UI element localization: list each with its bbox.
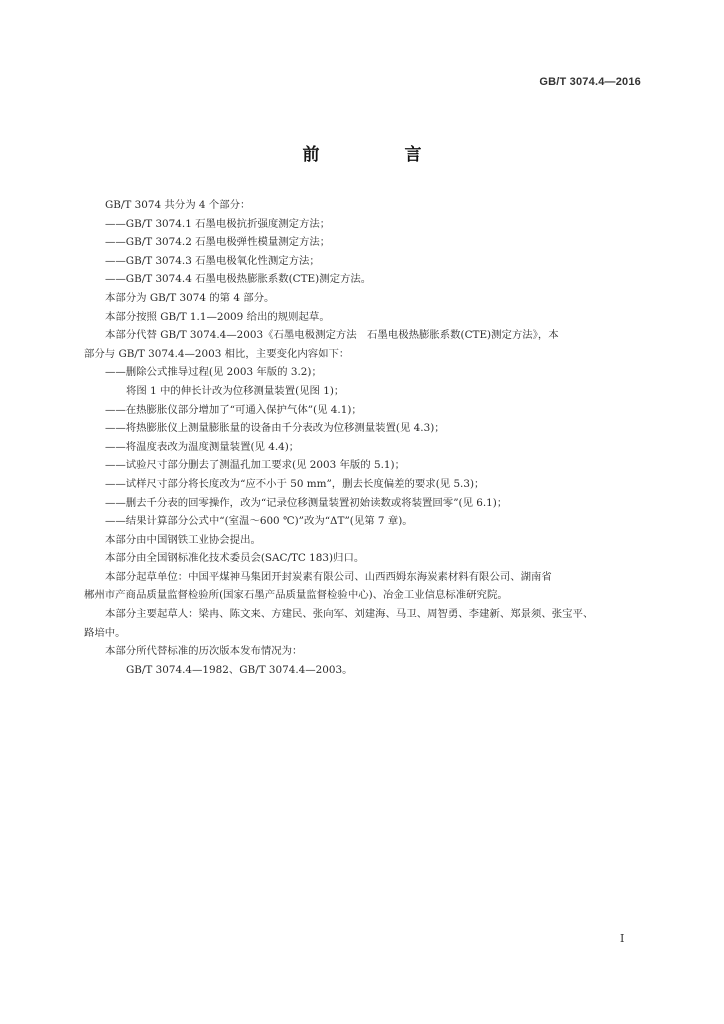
list-item: ——删除公式推导过程(见 2003 年版的 3.2)； [105, 366, 322, 379]
list-item: ——试样尺寸部分将长度改为“应不小于 50 mm”，删去长度偏差的要求(见 5.3)； [105, 477, 485, 490]
list-item: 将图 1 中的伸长计改为位移测量装置(见图 1)； [126, 384, 345, 397]
text-line: 本部分由全国钢标准化技术委员会(SAC/TC 183)归口。 [105, 552, 365, 565]
text-line: 本部分由中国钢铁工业协会提出。 [105, 533, 261, 546]
list-item: ——GB/T 3074.2 石墨电极弹性模量测定方法； [105, 236, 331, 249]
text-line: 本部分所代替标准的历次版本发布情况为： [105, 645, 303, 658]
text-line: 路培中。 [84, 626, 126, 639]
text-line: GB/T 3074 共分为 4 个部分： [105, 199, 251, 211]
foreword-body [84, 196, 644, 679]
text-line: 部分与 GB/T 3074.4—2003 相比，主要变化内容如下： [84, 347, 350, 360]
text-line: GB/T 3074.4—1982、GB/T 3074.4—2003。 [126, 663, 353, 676]
list-item: ——将温度表改为温度测量装置(见 4.4)； [105, 440, 300, 453]
text-line: 本部分代替 GB/T 3074.4—2003《石墨电极测定方法 石墨电极热膨胀系数(CTE)测定方法》，本 [105, 329, 559, 342]
text-line: 本部分为 GB/T 3074 的第 4 部分。 [105, 291, 275, 304]
list-item: ——GB/T 3074.4 石墨电极热膨胀系数(CTE)测定方法。 [105, 273, 372, 286]
list-item: ——在热膨胀仪部分增加了“可通入保护气体”(见 4.1)； [105, 403, 362, 416]
page-title: 前 言 [302, 145, 456, 165]
list-item: ——删去千分表的回零操作，改为“记录位移测量装置初始读数或将装置回零”(见 6.1)； [105, 496, 508, 509]
text-line: 本部分起草单位：中国平煤神马集团开封炭素有限公司、山西西姆东海炭素材料有限公司、湖南省 [105, 570, 552, 583]
list-item: ——GB/T 3074.1 石墨电极抗折强度测定方法； [105, 217, 331, 230]
list-item: ——结果计算部分公式中“(室温～600 ℃)”改为“ΔT”(见第 7 章)。 [105, 515, 413, 528]
standard-code: GB/T 3074.4—2016 [539, 76, 641, 88]
page-number: I [620, 932, 625, 945]
text-line: 本部分按照 GB/T 1.1—2009 给出的规则起草。 [105, 310, 330, 323]
list-item: ——将热膨胀仪上测量膨胀量的设备由千分表改为位移测量装置(见 4.3)； [105, 422, 445, 435]
text-line: 本部分主要起草人：梁冉、陈文来、方建民、张向军、刘建海、马卫、周智勇、李建新、郑景须、张宝平、 [105, 608, 594, 621]
list-item: ——GB/T 3074.3 石墨电极氧化性测定方法； [105, 254, 320, 267]
list-item: ——试验尺寸部分删去了测温孔加工要求(见 2003 年版的 5.1)； [105, 459, 405, 472]
text-line: 郴州市产商品质量监督检验所(国家石墨产品质量监督检验中心)、冶金工业信息标准研究院。 [84, 589, 508, 602]
